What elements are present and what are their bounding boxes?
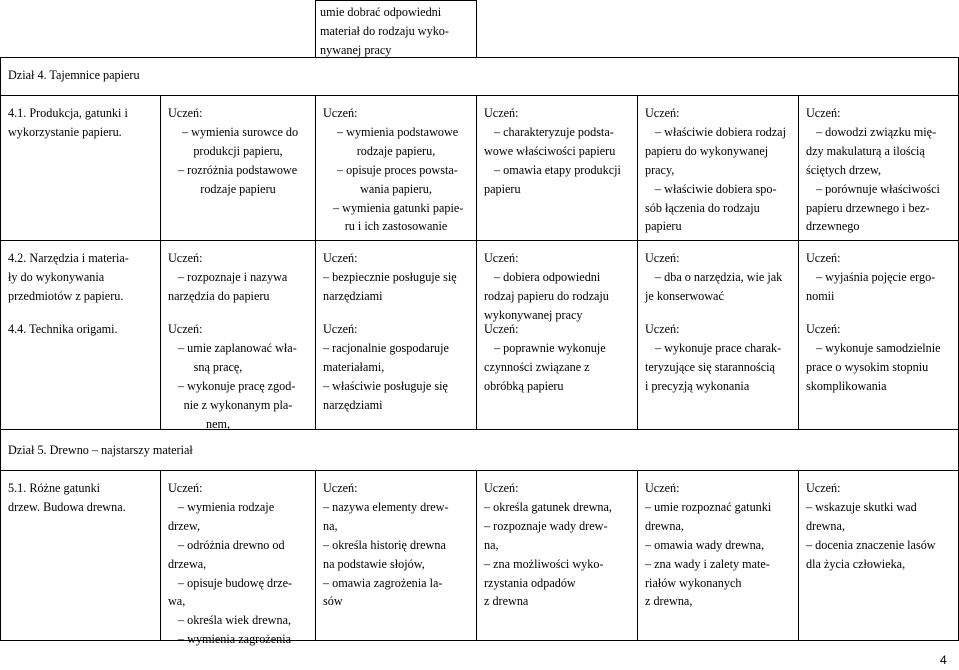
text-line: – dowodzi związku mię- bbox=[816, 124, 937, 139]
text-line: – wykonuje samodzielnie bbox=[816, 340, 941, 355]
text-line: na, bbox=[323, 518, 338, 533]
cell-label: Uczeń: bbox=[484, 251, 519, 265]
text-line: – umie rozpoznać gatunki bbox=[645, 499, 772, 514]
text-line: ły do wykonywania bbox=[8, 269, 105, 284]
text-line: materiał do rodzaju wyko- bbox=[320, 23, 449, 38]
rule bbox=[160, 95, 161, 429]
rule bbox=[476, 95, 477, 429]
requirement-cell bbox=[806, 104, 940, 236]
text-line: narzędziami bbox=[323, 397, 383, 412]
cell-label: Uczeń: bbox=[323, 481, 358, 495]
text-line: materiałami, bbox=[323, 359, 385, 374]
text-line: sów bbox=[323, 594, 343, 609]
requirement-cell bbox=[484, 249, 609, 325]
text-line: drzew, bbox=[168, 518, 201, 533]
text-line: wykorzystanie papieru. bbox=[8, 124, 122, 139]
text-line: 4.1. Produkcja, gatunki i bbox=[8, 106, 128, 120]
text-line: wowe właściwości papieru bbox=[484, 143, 616, 158]
cell-label: Uczeń: bbox=[484, 481, 519, 495]
text-line: na, bbox=[484, 537, 499, 552]
text-line: rodzaj papieru do rodzaju bbox=[484, 288, 609, 303]
text-line: – umie zaplanować wła- bbox=[178, 340, 297, 355]
text-line: – racjonalnie gospodaruje bbox=[323, 340, 449, 355]
text-line: nie z wykonanym pla- bbox=[183, 397, 293, 412]
cell-label: Uczeń: bbox=[645, 251, 680, 265]
text-line: – wyjaśnia pojęcie ergo- bbox=[816, 269, 936, 284]
text-line: – zna wady i zalety mate- bbox=[645, 556, 770, 571]
text-line: – właściwie dobiera spo- bbox=[655, 181, 777, 196]
text-line: – określa wiek drewna, bbox=[178, 613, 292, 628]
text-line: dzy makulaturą a ilością bbox=[806, 143, 925, 158]
requirement-cell bbox=[168, 249, 287, 306]
text-line: – docenia znaczenie lasów bbox=[806, 537, 936, 552]
cell-label: Uczeń: bbox=[484, 322, 519, 336]
text-line: ściętych drzew, bbox=[806, 162, 882, 177]
text-line: skomplikowania bbox=[806, 378, 887, 393]
text-line: nomii bbox=[806, 288, 835, 303]
rule bbox=[0, 470, 959, 471]
text-line: 4.2. Narzędzia i materia- bbox=[8, 251, 129, 265]
text-line: – wykonuje prace charak- bbox=[655, 340, 782, 355]
text-line: – wymienia zagrożenia bbox=[178, 632, 292, 647]
cell-label: Uczeń: bbox=[168, 106, 203, 120]
requirement-cell bbox=[484, 320, 606, 396]
requirement-cell bbox=[645, 249, 782, 306]
requirement-cell bbox=[323, 479, 449, 611]
cell-label: Uczeń: bbox=[806, 106, 841, 120]
text-line: papieru do wykonywanej bbox=[645, 143, 769, 158]
text-line: drzew. Budowa drewna. bbox=[8, 499, 126, 514]
text-line: – wymienia rodzaje bbox=[178, 499, 275, 514]
requirement-cell bbox=[484, 479, 612, 611]
text-line: wa, bbox=[168, 594, 186, 609]
text-line: produkcji papieru, bbox=[193, 143, 283, 158]
text-line: rodzaje papieru bbox=[200, 181, 276, 196]
text-line: – wymienia podstawowe bbox=[337, 124, 459, 139]
requirement-cell bbox=[323, 104, 469, 236]
rule bbox=[315, 470, 316, 640]
text-line: wania papieru, bbox=[360, 181, 432, 196]
text-line: z drewna, bbox=[645, 594, 693, 609]
cell-label: Uczeń: bbox=[645, 106, 680, 120]
text-line: i precyzją wykonania bbox=[645, 378, 750, 393]
rule bbox=[160, 470, 161, 640]
text-line: – omawia wady drewna, bbox=[645, 537, 765, 552]
text-line: papieru drzewnego i bez- bbox=[806, 200, 930, 215]
rule bbox=[476, 470, 477, 640]
text-line: – porównuje właściwości bbox=[816, 181, 940, 196]
requirement-cell bbox=[806, 320, 941, 396]
text-line: nywanej pracy bbox=[320, 42, 392, 57]
cell-label: Uczeń: bbox=[323, 322, 358, 336]
text-line: – określa historię drewna bbox=[323, 537, 446, 552]
page-number: 4 bbox=[940, 653, 947, 667]
text-line: przedmiotów z papieru. bbox=[8, 288, 124, 303]
cell-label: Uczeń: bbox=[323, 106, 358, 120]
text-line: rodzaje papieru, bbox=[356, 143, 436, 158]
text-line: – wymienia gatunki papie- bbox=[333, 200, 464, 215]
text-line: drewna, bbox=[645, 518, 684, 533]
text-line: riałów wykonanych bbox=[645, 575, 742, 590]
text-line: – charakteryzuje podsta- bbox=[494, 124, 614, 139]
text-line: drzewa, bbox=[168, 556, 207, 571]
text-line: – zna możliwości wyko- bbox=[484, 556, 604, 571]
rule bbox=[798, 95, 799, 429]
rule bbox=[637, 470, 638, 640]
rule bbox=[315, 0, 316, 57]
section-title: Dział 4. Tajemnice papieru bbox=[8, 68, 140, 82]
requirement-cell bbox=[645, 104, 786, 236]
topic-cell bbox=[8, 249, 129, 306]
rule bbox=[798, 470, 799, 640]
text-line: sób łączenia do rodzaju bbox=[645, 200, 760, 215]
rule bbox=[315, 0, 476, 1]
text-line: ru i ich zastosowanie bbox=[344, 219, 448, 234]
text-line: drewna, bbox=[806, 518, 845, 533]
text-line: – rozpoznaje wady drew- bbox=[484, 518, 608, 533]
text-line: – omawia etapy produkcji bbox=[494, 162, 621, 177]
requirement-cell bbox=[806, 479, 936, 574]
text-line: rzystania odpadów bbox=[484, 575, 576, 590]
text-line: narzędziami bbox=[323, 288, 383, 303]
rule bbox=[637, 95, 638, 429]
cell-label: Uczeń: bbox=[806, 322, 841, 336]
text-line: – określa gatunek drewna, bbox=[484, 499, 612, 514]
rule bbox=[0, 95, 959, 96]
text-line: wykonywanej pracy bbox=[484, 307, 583, 322]
section-title: Dział 5. Drewno – najstarszy materiał bbox=[8, 443, 193, 457]
topic-cell bbox=[8, 479, 126, 517]
top-cell bbox=[320, 3, 449, 60]
requirement-cell bbox=[168, 104, 308, 199]
rule bbox=[0, 57, 1, 640]
requirement-cell bbox=[645, 320, 781, 396]
cell-label: Uczeń: bbox=[484, 106, 519, 120]
text-line: pracy, bbox=[645, 162, 675, 177]
cell-label: Uczeń: bbox=[645, 322, 680, 336]
text-line: nem, bbox=[205, 416, 231, 431]
text-line: prace o wysokim stopniu bbox=[806, 359, 929, 374]
text-line: 5.1. Różne gatunki bbox=[8, 481, 101, 495]
text-line: na podstawie słojów, bbox=[323, 556, 425, 571]
text-line: umie dobrać odpowiedni bbox=[320, 5, 442, 19]
text-line: – rozróżnia podstawowe bbox=[178, 162, 298, 177]
requirement-cell bbox=[806, 249, 935, 306]
text-line: – właściwie posługuje się bbox=[323, 378, 448, 393]
text-line: – opisuje budowę drze- bbox=[178, 575, 293, 590]
text-line: – właściwie dobiera rodzaj bbox=[655, 124, 786, 139]
text-line: papieru bbox=[645, 219, 682, 234]
text-line: – bezpiecznie posługuje się bbox=[323, 269, 457, 284]
text-line: – rozpoznaje i nazywa bbox=[178, 269, 288, 284]
text-line: je konserwować bbox=[645, 288, 724, 303]
topic-cell: 4.4. Technika origami. bbox=[8, 322, 118, 336]
cell-label: Uczeń: bbox=[806, 481, 841, 495]
text-line: teryzujące się starannością bbox=[645, 359, 775, 374]
text-line: papieru bbox=[484, 181, 521, 196]
text-line: z drewna bbox=[484, 594, 529, 609]
requirement-cell bbox=[484, 104, 621, 199]
text-line: obróbką papieru bbox=[484, 378, 564, 393]
rule bbox=[0, 429, 959, 430]
requirement-cell bbox=[323, 249, 457, 306]
requirement-cell bbox=[168, 479, 292, 649]
requirement-cell bbox=[323, 320, 449, 415]
cell-label: Uczeń: bbox=[806, 251, 841, 265]
topic-cell bbox=[8, 104, 128, 142]
cell-label: Uczeń: bbox=[168, 322, 203, 336]
text-line: – wymienia surowce do bbox=[182, 124, 299, 139]
cell-label: Uczeń: bbox=[645, 481, 680, 495]
rule bbox=[315, 95, 316, 429]
text-line: – omawia zagrożenia la- bbox=[323, 575, 443, 590]
rule bbox=[0, 57, 959, 58]
text-line: – nazywa elementy drew- bbox=[323, 499, 449, 514]
text-line: – dobiera odpowiedni bbox=[494, 269, 601, 284]
text-line: – odróżnia drewno od bbox=[178, 537, 285, 552]
text-line: drzewnego bbox=[806, 219, 860, 234]
requirement-cell bbox=[168, 320, 308, 433]
text-line: – opisuje proces powsta- bbox=[337, 162, 458, 177]
cell-label: Uczeń: bbox=[323, 251, 358, 265]
text-line: – wskazuje skutki wad bbox=[806, 499, 917, 514]
rule bbox=[0, 240, 959, 241]
text-line: dla życia człowieka, bbox=[806, 556, 906, 571]
rule bbox=[0, 640, 959, 641]
text-line: – dba o narzędzia, wie jak bbox=[655, 269, 783, 284]
text-line: sną pracę, bbox=[193, 359, 243, 374]
rule bbox=[476, 0, 477, 57]
cell-label: Uczeń: bbox=[168, 481, 203, 495]
text-line: czynności związane z bbox=[484, 359, 590, 374]
cell-label: Uczeń: bbox=[168, 251, 203, 265]
text-line: narzędzia do papieru bbox=[168, 288, 270, 303]
text-line: – wykonuje pracę zgod- bbox=[178, 378, 296, 393]
text-line: – poprawnie wykonuje bbox=[494, 340, 606, 355]
requirement-cell bbox=[645, 479, 771, 611]
